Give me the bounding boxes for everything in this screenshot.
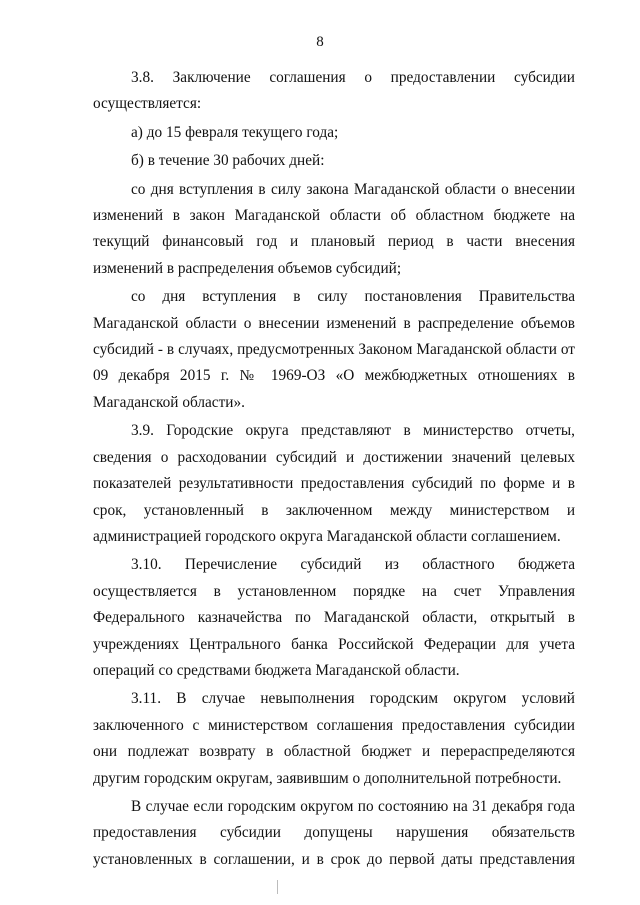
- paragraph-resolution-amendment: со дня вступления в силу постановления Правительства Магаданской области о внесении изменений в распределение объемов субсидий - в случаях, предусмотренных Законом Магаданской области от 09 декабря 2015 г. № 1969-ОЗ «О межбюджетных отношениях в Магаданской области».: [93, 288, 575, 411]
- paragraph-3-11: 3.11. В случае невыполнения городским округом условий заключенного с министерством соглашения предоставления субсидии они подлежат возврату в областной бюджет и перераспределяются другим городским округам, заявившим о дополнительной потребности.: [93, 690, 575, 787]
- paragraph-law-amendment: со дня вступления в силу закона Магаданской области о внесении изменений в закон Магаданской области об областном бюджете на текущий финансовый год и плановый период в части внесения изменений в распределения объемов субсидий;: [93, 180, 575, 277]
- paragraph-3-10: 3.10. Перечисление субсидий из областного бюджета осуществляется в установленном порядке на счет Управления Федерального казначейства по Магаданской области, открытый в учреждениях Центрального банка Российской Федерации для учета операций со средствами бюджета Магаданской области.: [93, 556, 575, 679]
- paragraph-violation: В случае если городским округом по состоянию на 31 декабря года предоставления субсидии допущены нарушения обязательств установленных в соглашении, и в срок до первой даты представления: [93, 797, 575, 868]
- paragraph-3-9: 3.9. Городские округа представляют в министерство отчеты, сведения о расходовании субсидий и достижении значений целевых показателей результативности предоставления субсидий по форме и в срок, установленный в заключенном между министерством и администрацией городского округа Магаданской области соглашением.: [93, 422, 575, 545]
- scan-mark: [277, 880, 278, 894]
- paragraph-item-a: а) до 15 февраля текущего года;: [131, 123, 339, 141]
- paragraph-item-b: б) в течение 30 рабочих дней:: [131, 152, 325, 170]
- document-body: [93, 65, 575, 873]
- page-number: 8: [316, 34, 324, 50]
- paragraph-3-8: 3.8. Заключение соглашения о предоставлении субсидии осуществляется:: [93, 69, 575, 113]
